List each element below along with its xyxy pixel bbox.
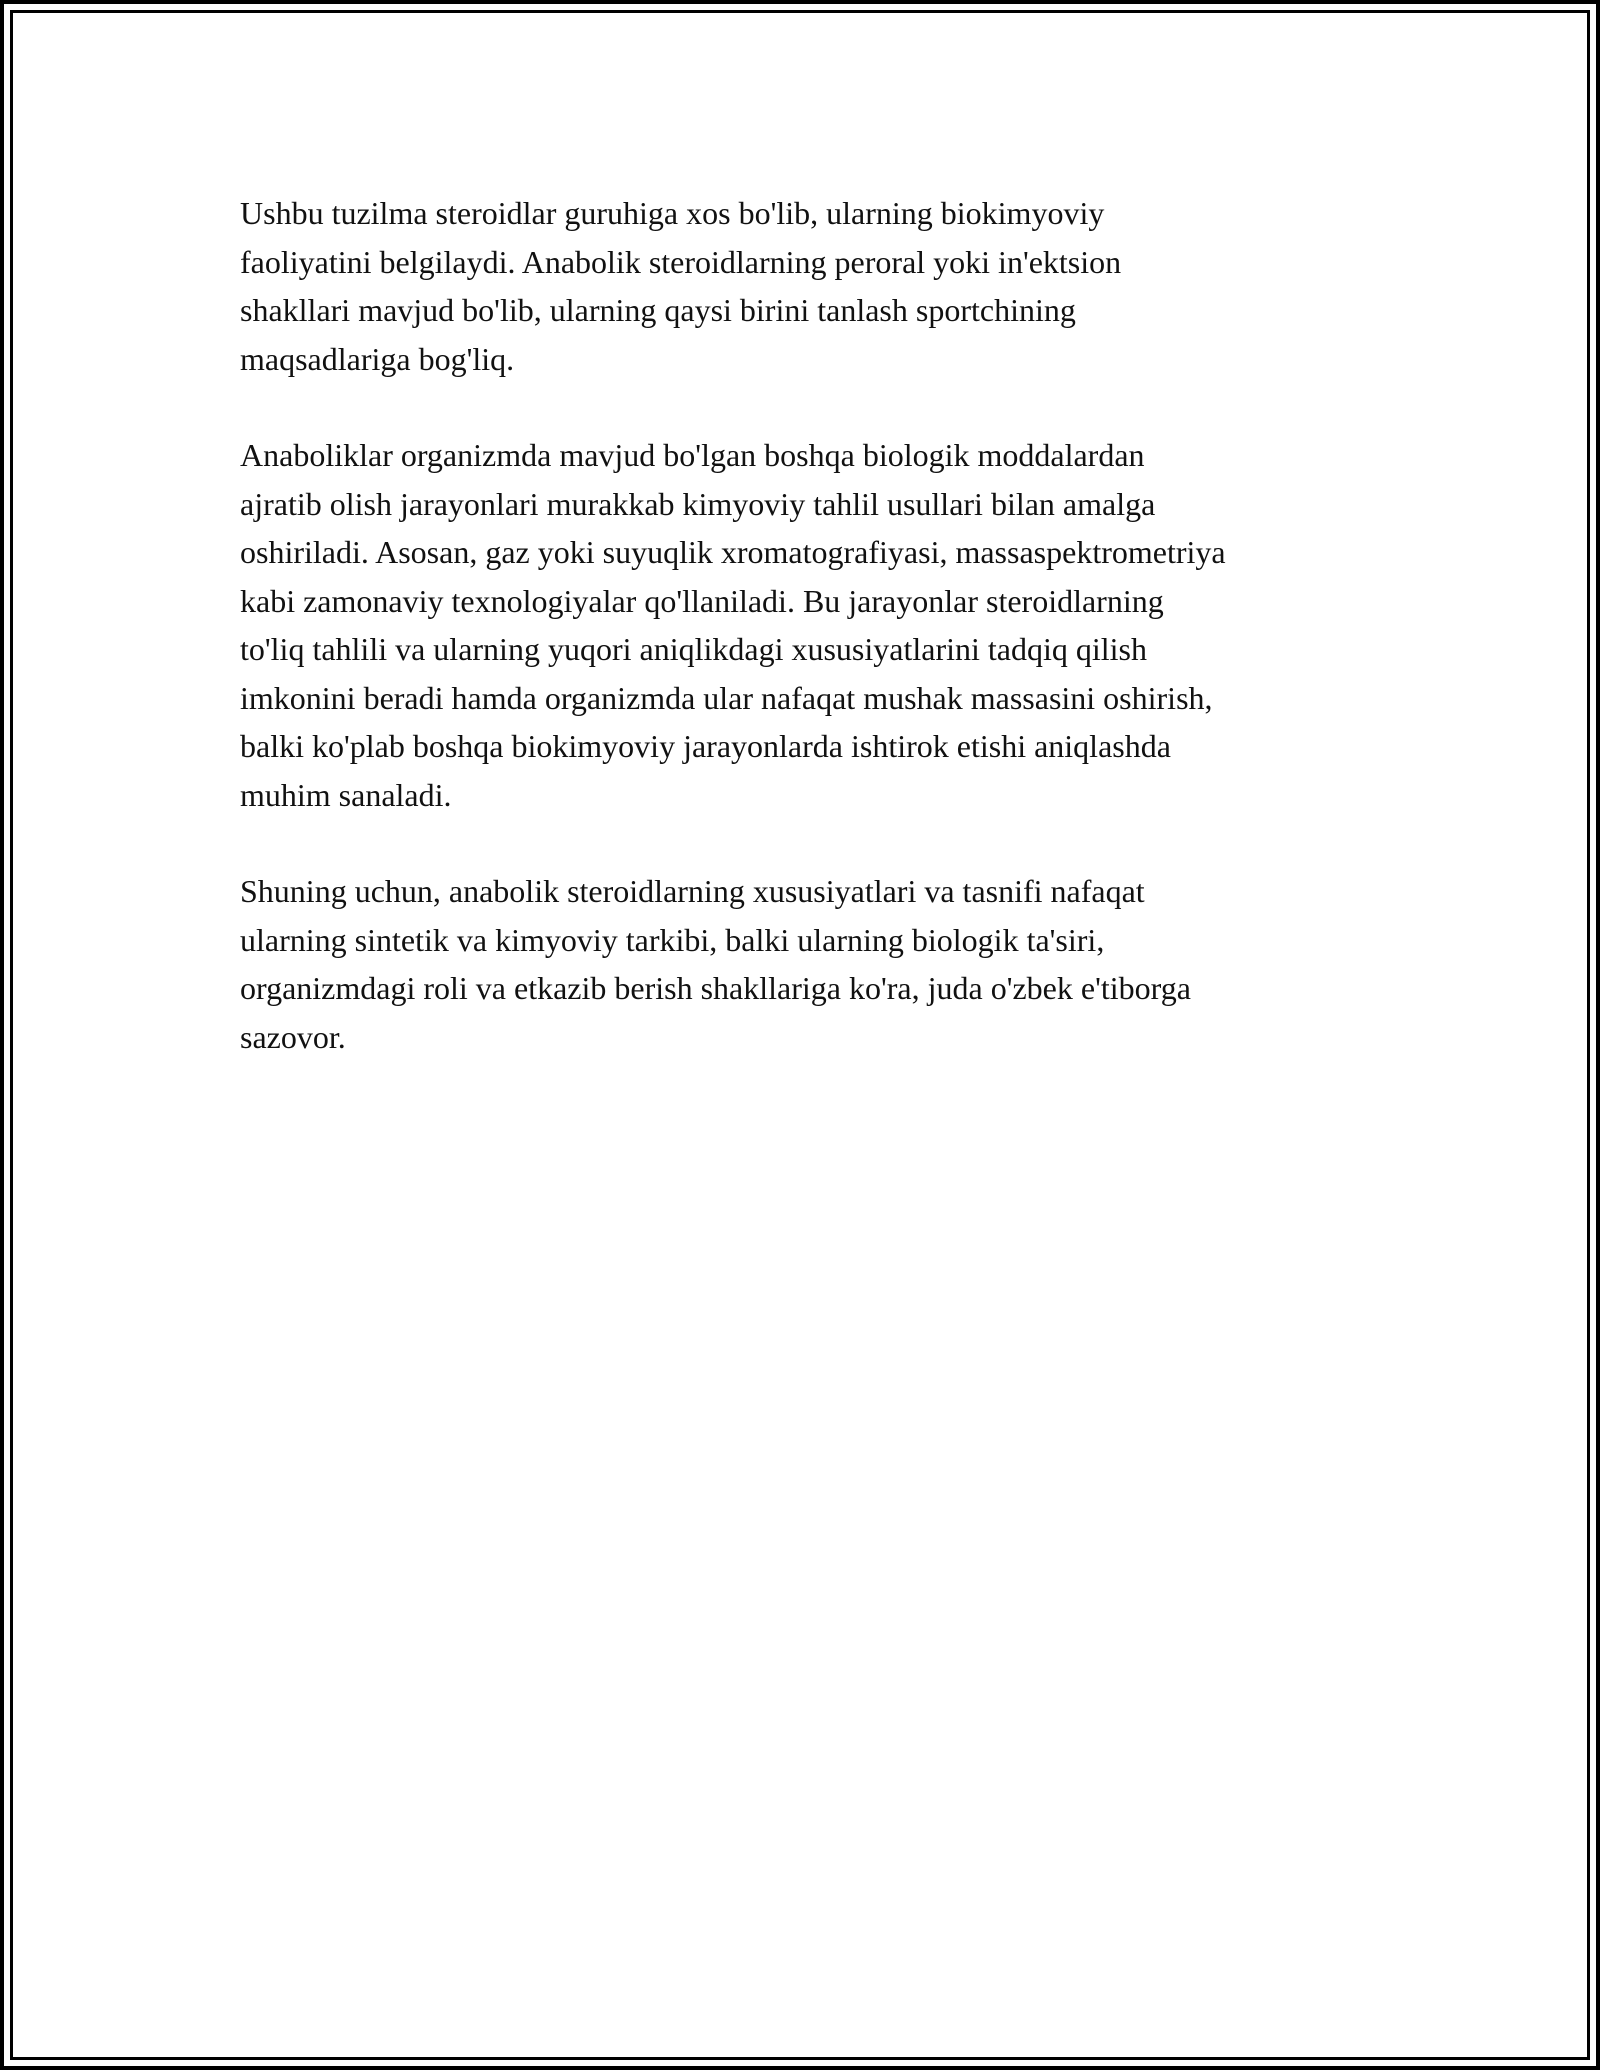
paragraph-line: Anaboliklar organizmda mavjud bo'lgan boshqa biologik moddalardan xyxy=(240,437,1145,473)
paragraph-line: ularning sintetik va kimyoviy tarkibi, balki ularning biologik ta'siri, xyxy=(240,921,1105,958)
paragraph-line: shakllari mavjud bo'lib, ularning qaysi birini tanlash sportchining xyxy=(240,292,1076,328)
paragraph-line: to'liq tahlili va ularning yuqori aniqlikdagi xususiyatlarini tadqiq qilish xyxy=(240,631,1147,667)
paragraph-line: maqsadlariga bog'liq. xyxy=(240,340,515,377)
paragraph-line: Shuning uchun, anabolik steroidlarning xususiyatlari va tasnifi nafaqat xyxy=(240,873,1145,909)
document-body xyxy=(240,189,1400,1109)
paragraph-line: ajratib olish jarayonlari murakkab kimyoviy tahlil usullari bilan amalga xyxy=(240,485,1156,522)
paragraph-line: organizmdagi roli va etkazib berish shakllariga ko'ra, juda o'zbek e'tiborga xyxy=(240,970,1191,1006)
paragraph-line: oshiriladi. Asosan, gaz yoki suyuqlik xromatografiyasi, massaspektrometriya xyxy=(240,534,1226,570)
paragraph-line: faoliyatini belgilaydi. Anabolik steroidlarning peroral yoki in'ektsion xyxy=(240,243,1122,280)
paragraph-line: Ushbu tuzilma steroidlar guruhiga xos bo'lib, ularning biokimyoviy xyxy=(240,195,1105,231)
paragraph-line: sazovor. xyxy=(240,1018,346,1055)
paragraph-line: balki ko'plab boshqa biokimyoviy jarayonlarda ishtirok etishi aniqlashda xyxy=(240,728,1171,764)
paragraph-line: imkonini beradi hamda organizmda ular nafaqat mushak massasini oshirish, xyxy=(240,679,1213,716)
paragraph-line: kabi zamonaviy texnologiyalar qo'llaniladi. Bu jarayonlar steroidlarning xyxy=(240,582,1164,619)
paragraph-3 xyxy=(240,867,1400,1061)
paragraph-line: muhim sanaladi. xyxy=(240,776,452,813)
paragraph-1 xyxy=(240,189,1400,383)
paragraph-2 xyxy=(240,431,1400,819)
